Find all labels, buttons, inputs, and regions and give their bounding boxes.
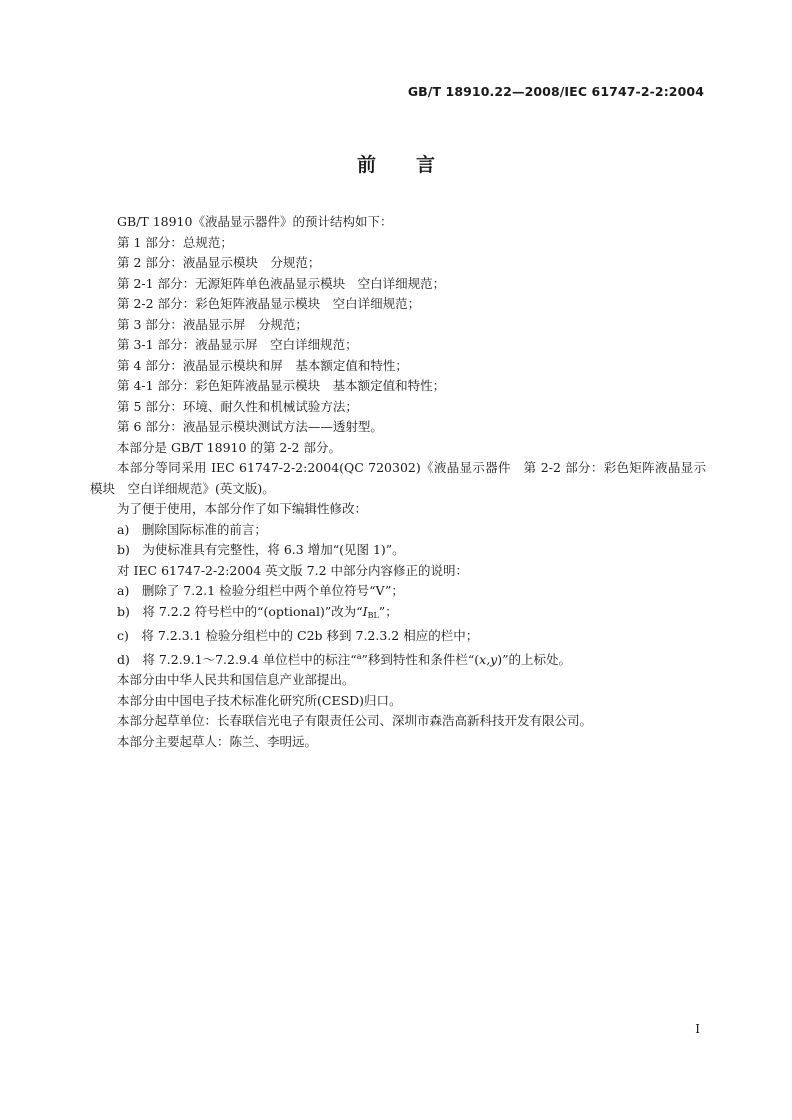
paragraph-correction-intro: 对 IEC 61747-2-2:2004 英文版 7.2 中部分内容修正的说明：	[117, 562, 469, 578]
edit-item-b: b) 为使标准具有完整性，将 6.3 增加“(见图 1)”。	[117, 542, 405, 557]
paragraph-structure-intro: GB/T 18910《液晶显示器件》的预计结构如下：	[117, 214, 393, 229]
page-title	[0, 150, 792, 177]
paragraph-this-part: 本部分是 GB/T 18910 的第 2-2 部分。	[117, 439, 341, 455]
correction-item-d-mid: ”移到特性和条件栏“(	[361, 651, 480, 667]
correction-item-b	[90, 602, 706, 627]
correction-item-a: a) 删除了 7.2.1 检验分组栏中两个单位符号“V”；	[117, 583, 404, 598]
part-2-1-item: 第 2-1 部分：无源矩阵单色液晶显示模块 空白详细规范；	[117, 275, 446, 291]
superscript-mark: a	[356, 651, 362, 661]
part-4-item: 第 4 部分：液晶显示模块和屏 基本额定值和特性；	[117, 357, 408, 373]
page-number: I	[695, 1022, 700, 1036]
part-2-2-item: 第 2-2 部分：彩色矩阵液晶显示模块 空白详细规范；	[117, 296, 421, 311]
paragraph-centralized-by: 本部分由中国电子技术标准化研究所(CESD)归口。	[117, 692, 402, 708]
correction-item-c: c) 将 7.2.3.1 检验分组栏中的 C2b 移到 7.2.3.2 相应的栏中；	[117, 628, 479, 643]
part-6-item: 第 6 部分：液晶显示模块测试方法——透射型。	[117, 419, 383, 434]
correction-item-d-text: d) 将 7.2.9.1～7.2.9.4 单位栏中的标注“	[117, 651, 357, 667]
part-3-item: 第 3 部分：液晶显示屏 分规范；	[117, 316, 308, 332]
paragraph-drafters: 本部分主要起草人：陈兰、李明远。	[117, 733, 318, 749]
symbol-subscript: BL	[367, 610, 379, 620]
foreword-body	[90, 212, 706, 752]
xy-variables: x,y	[479, 651, 498, 667]
correction-item-d-tail: )”的上标处。	[497, 651, 572, 667]
paragraph-adoption: 本部分等同采用 IEC 61747-2-2:2004(QC 720302)《液晶显示器件 第 2-2 部分：彩色矩阵液晶显示模块 空白详细规范》(英文版)。	[90, 460, 706, 496]
part-1-item: 第 1 部分：总规范；	[117, 234, 233, 250]
part-2-item: 第 2 部分：液晶显示模块 分规范；	[117, 255, 321, 270]
correction-item-b-tail: ”；	[378, 603, 398, 619]
correction-item-d	[90, 647, 706, 671]
paragraph-drafting-units: 本部分起草单位：长春联信光电子有限责任公司、深圳市森浩高新科技开发有限公司。	[117, 713, 593, 728]
paragraph-proposed-by: 本部分由中华人民共和国信息产业部提出。	[117, 672, 355, 687]
paragraph-edit-intro: 为了便于使用，本部分作了如下编辑性修改：	[117, 501, 368, 516]
part-3-1-item: 第 3-1 部分：液晶显示屏 空白详细规范；	[117, 337, 358, 352]
edit-item-a: a) 删除国际标准的前言；	[117, 521, 267, 537]
title-char-1: 前	[356, 154, 376, 176]
standard-number-header: GB/T 18910.22—2008/IEC 61747-2-2:2004	[407, 84, 704, 99]
correction-item-b-text: b) 将 7.2.2 符号栏中的“(optional)”改为“	[117, 603, 363, 619]
part-5-item: 第 5 部分：环境、耐久性和机械试验方法；	[117, 398, 358, 414]
symbol-i: I	[362, 603, 368, 619]
title-char-2: 言	[416, 154, 436, 176]
part-4-1-item: 第 4-1 部分：彩色矩阵液晶显示模块 基本额定值和特性；	[117, 378, 446, 393]
